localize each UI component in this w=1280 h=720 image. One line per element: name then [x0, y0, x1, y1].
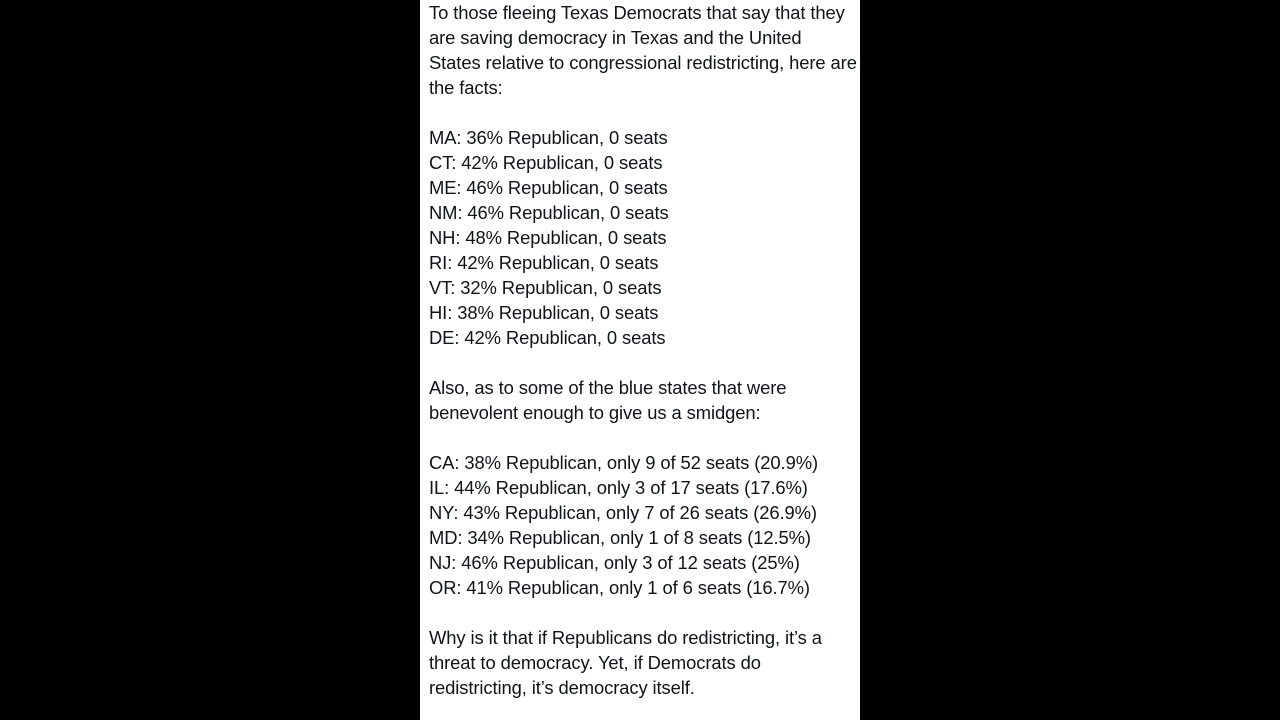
list-item: NM: 46% Republican, 0 seats	[429, 202, 669, 223]
list-item: NH: 48% Republican, 0 seats	[429, 227, 667, 248]
paragraph-gap	[429, 600, 857, 625]
list-item: NJ: 46% Republican, only 3 of 12 seats (25%)	[429, 552, 800, 573]
list-item: IL: 44% Republican, only 3 of 17 seats (17.6%)	[429, 477, 808, 498]
post-text	[429, 0, 857, 700]
post-card	[420, 0, 860, 720]
list-item: NY: 43% Republican, only 7 of 26 seats (26.9%)	[429, 502, 817, 523]
paragraph-gap	[429, 350, 857, 375]
list-item: HI: 38% Republican, 0 seats	[429, 302, 659, 323]
intro-paragraph: To those fleeing Texas Democrats that say that they are saving democracy in Texas and the United States relative to congressional redistricting, here are the facts:	[429, 2, 857, 98]
list-item: ME: 46% Republican, 0 seats	[429, 177, 668, 198]
list-item: DE: 42% Republican, 0 seats	[429, 327, 666, 348]
list-item: RI: 42% Republican, 0 seats	[429, 252, 659, 273]
smidgen-list	[429, 450, 857, 600]
letterbox-left	[0, 0, 420, 720]
closing-paragraph: Why is it that if Republicans do redistricting, it’s a threat to democracy. Yet, if Democrats do redistricting, it’s democracy itself.	[429, 627, 822, 698]
list-item: VT: 32% Republican, 0 seats	[429, 277, 662, 298]
list-item: MD: 34% Republican, only 1 of 8 seats (12.5%)	[429, 527, 811, 548]
list-item: CA: 38% Republican, only 9 of 52 seats (20.9%)	[429, 452, 818, 473]
also-paragraph: Also, as to some of the blue states that were benevolent enough to give us a smidgen:	[429, 377, 787, 423]
list-item: MA: 36% Republican, 0 seats	[429, 127, 668, 148]
paragraph-gap	[429, 425, 857, 450]
list-item: CT: 42% Republican, 0 seats	[429, 152, 663, 173]
list-item: OR: 41% Republican, only 1 of 6 seats (16.7%)	[429, 577, 810, 598]
paragraph-gap	[429, 100, 857, 125]
letterbox-right	[860, 0, 1280, 720]
zero-seat-list	[429, 125, 857, 350]
